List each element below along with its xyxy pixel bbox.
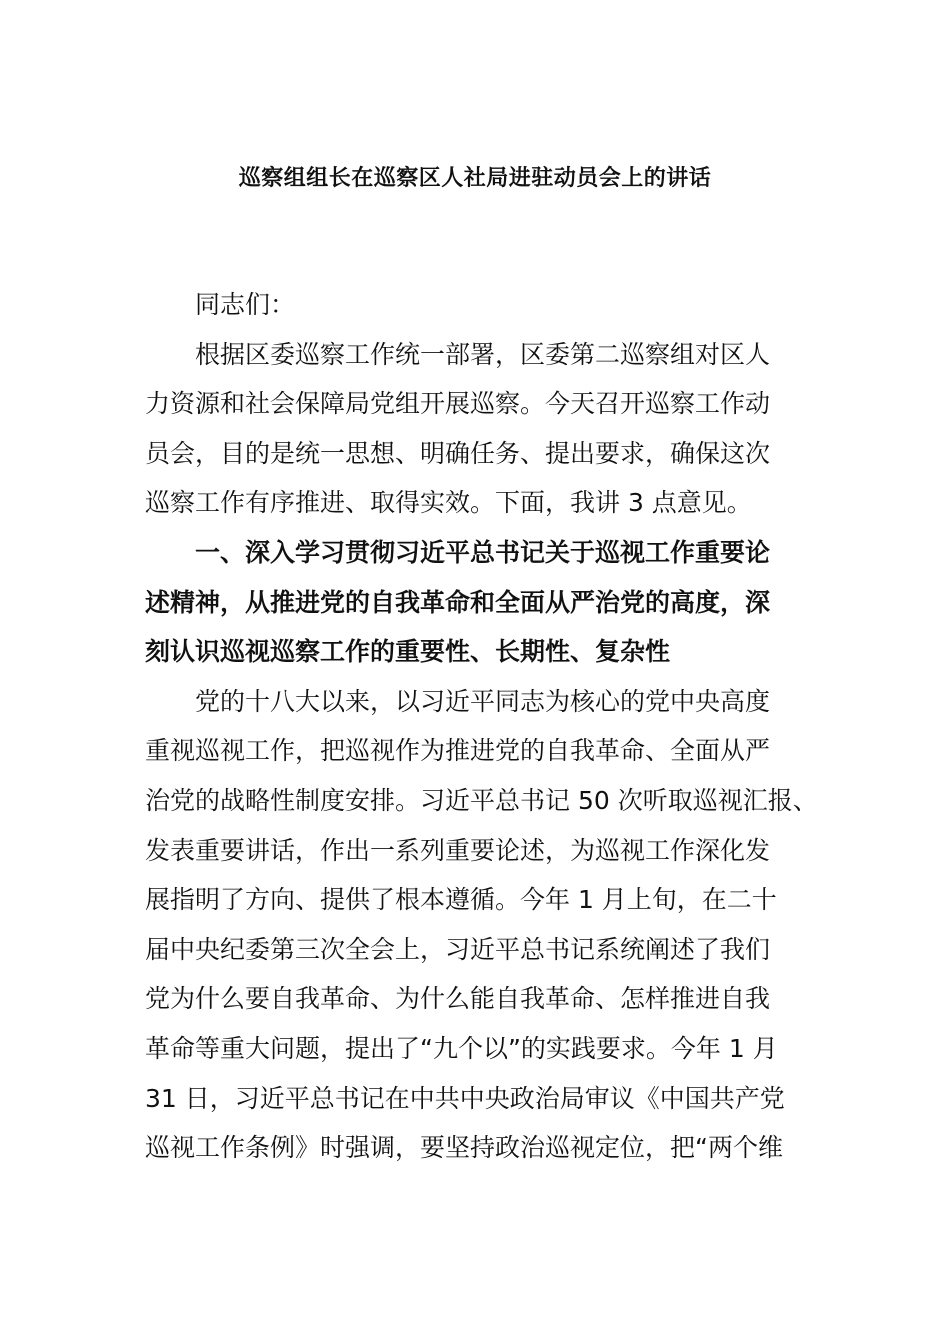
text-line: 届中央纪委第三次全会上，习近平总书记系统阐述了我们 (145, 934, 771, 964)
text-line: 党为什么要自我革命、为什么能自我革命、怎样推进自我 (145, 984, 771, 1014)
document-body (145, 280, 818, 1173)
text-line: 31 日，习近平总书记在中共中央政治局审议《中国共产党 (145, 1083, 785, 1113)
text-line: 发表重要讲话，作出一系列重要论述，为巡视工作深化发 (145, 835, 771, 865)
text-line: 根据区委巡察工作统一部署，区委第二巡察组对区人 (195, 339, 771, 369)
text-line: 治党的战略性制度安排。习近平总书记 50 次听取巡视汇报、 (145, 785, 818, 815)
paragraph-lines (145, 330, 818, 1173)
text-line: 展指明了方向、提供了根本遵循。今年 1 月上旬，在二十 (145, 885, 777, 915)
text-line: 巡视工作条例》时强调，要坚持政治巡视定位，把“两个维 (145, 1133, 783, 1163)
text-line: 巡察工作有序推进、取得实效。下面，我讲 3 点意见。 (145, 488, 752, 518)
section-heading-line: 一、深入学习贯彻习近平总书记关于巡视工作重要论 (195, 537, 771, 567)
text-line: 党的十八大以来，以习近平同志为核心的党中央高度 (195, 686, 771, 716)
text-line: 力资源和社会保障局党组开展巡察。今天召开巡察工作动 (145, 389, 771, 419)
text-line: 员会，目的是统一思想、明确任务、提出要求，确保这次 (145, 438, 771, 468)
text-line: 革命等重大问题，提出了“九个以”的实践要求。今年 1 月 (145, 1033, 778, 1063)
document-title: 巡察组组长在巡察区人社局进驻动员会上的讲话 (238, 166, 712, 191)
salutation: 同志们： (195, 290, 296, 319)
text-line: 重视巡视工作，把巡视作为推进党的自我革命、全面从严 (145, 736, 771, 766)
section-heading-line: 刻认识巡视巡察工作的重要性、长期性、复杂性 (145, 637, 671, 667)
section-heading-line: 述精神，从推进党的自我革命和全面从严治党的高度，深 (145, 587, 771, 617)
